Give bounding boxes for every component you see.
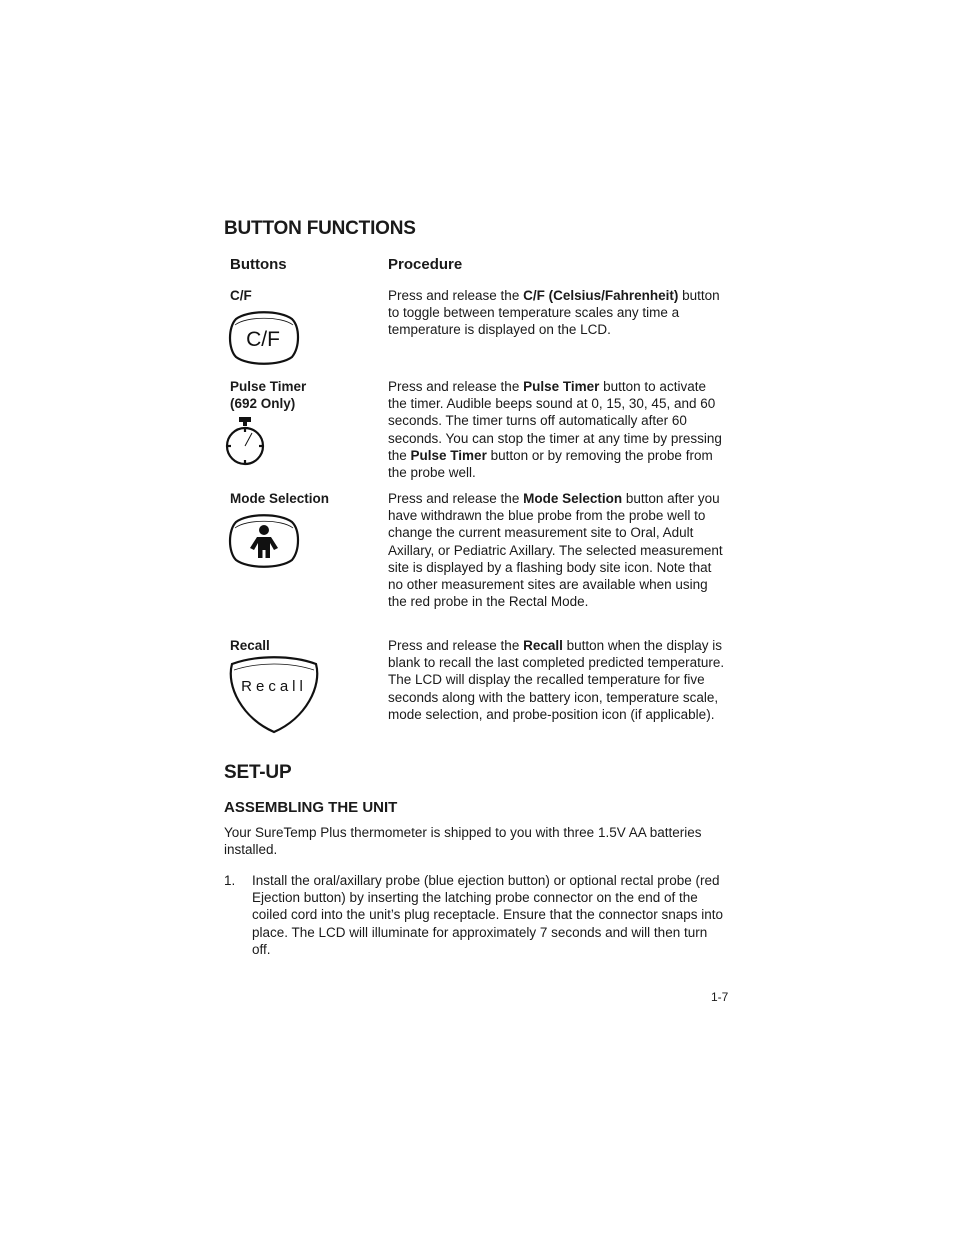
column-header-procedure: Procedure bbox=[388, 256, 463, 273]
procedure-text: button to activate the timer. Audible beeps sound at 0, 15, 30, 45, and 60 seconds. The timer turns off automatically after 60 seconds. You can stop the timer at any time by pressing the bbox=[388, 379, 722, 463]
procedure-bold: Recall bbox=[523, 638, 563, 653]
procedure-recall bbox=[388, 637, 728, 723]
recall-icon-text: Recall bbox=[241, 678, 307, 695]
recall-button-icon bbox=[226, 656, 322, 736]
procedure-text: button when the display is blank to recall the last completed predicted temperature. The LCD will display the recalled temperature for five seconds along with the battery icon, temperature scale, mode selection, and probe-position icon (if applicable). bbox=[388, 638, 725, 722]
procedure-cf bbox=[388, 287, 728, 339]
procedure-mode-selection bbox=[388, 490, 728, 610]
cf-icon-text: C/F bbox=[246, 328, 280, 351]
procedure-text: Press and release the bbox=[388, 379, 524, 394]
button-label-cf: C/F bbox=[230, 288, 252, 303]
button-label-recall: Recall bbox=[230, 638, 270, 653]
setup-title: SET-UP bbox=[224, 762, 292, 783]
procedure-text: Press and release the bbox=[388, 491, 524, 506]
procedure-pulse-timer bbox=[388, 378, 728, 481]
procedure-text: button or by removing the probe from the probe well. bbox=[388, 447, 713, 481]
procedure-bold: Mode Selection bbox=[523, 491, 623, 506]
pulse-timer-note: (692 Only) bbox=[230, 396, 296, 411]
step-number: 1. bbox=[224, 873, 236, 888]
section-title: BUTTON FUNCTIONS bbox=[224, 218, 416, 239]
pulse-timer-label: Pulse Timer bbox=[230, 379, 307, 394]
assembling-title: ASSEMBLING THE UNIT bbox=[224, 799, 398, 816]
procedure-text: Press and release the bbox=[388, 638, 524, 653]
page-number: 1-7 bbox=[711, 990, 729, 1004]
step-text: Install the oral/axillary probe (blue ejection button) or optional rectal probe (red Ejection button) by inserting the latching probe connector on the end of the coiled cord into the unit’s plug receptacle. Ensure that the connector snaps into place. The LCD will illuminate for approximately 7 seconds and will then turn off. bbox=[252, 873, 724, 957]
procedure-text: Press and release the bbox=[388, 288, 524, 303]
procedure-bold: Pulse Timer bbox=[523, 379, 600, 394]
button-label-pulse-timer bbox=[230, 378, 306, 412]
button-label-mode-selection: Mode Selection bbox=[230, 491, 330, 506]
procedure-bold: C/F (Celsius/Fahrenheit) bbox=[523, 288, 679, 303]
procedure-bold: Pulse Timer bbox=[410, 447, 487, 463]
cf-button-icon bbox=[226, 309, 302, 367]
stopwatch-icon bbox=[224, 417, 268, 467]
column-header-buttons: Buttons bbox=[230, 256, 287, 273]
procedure-text: button to toggle between temperature scales any time a temperature is displayed on the LCD. bbox=[388, 288, 720, 338]
body-figure-icon bbox=[226, 512, 302, 570]
procedure-text: button after you have withdrawn the blue probe from the probe well to change the current measurement site to Oral, Adult Axillary, or Pediatric Axillary. The selected measurement site is displayed by a flashing body site icon. Note that no other measurement sites are available when using the red probe in the Rectal Mode. bbox=[388, 491, 723, 610]
intro-paragraph: Your SureTemp Plus thermometer is shipped to you with three 1.5V AA batteries installed. bbox=[224, 825, 702, 858]
